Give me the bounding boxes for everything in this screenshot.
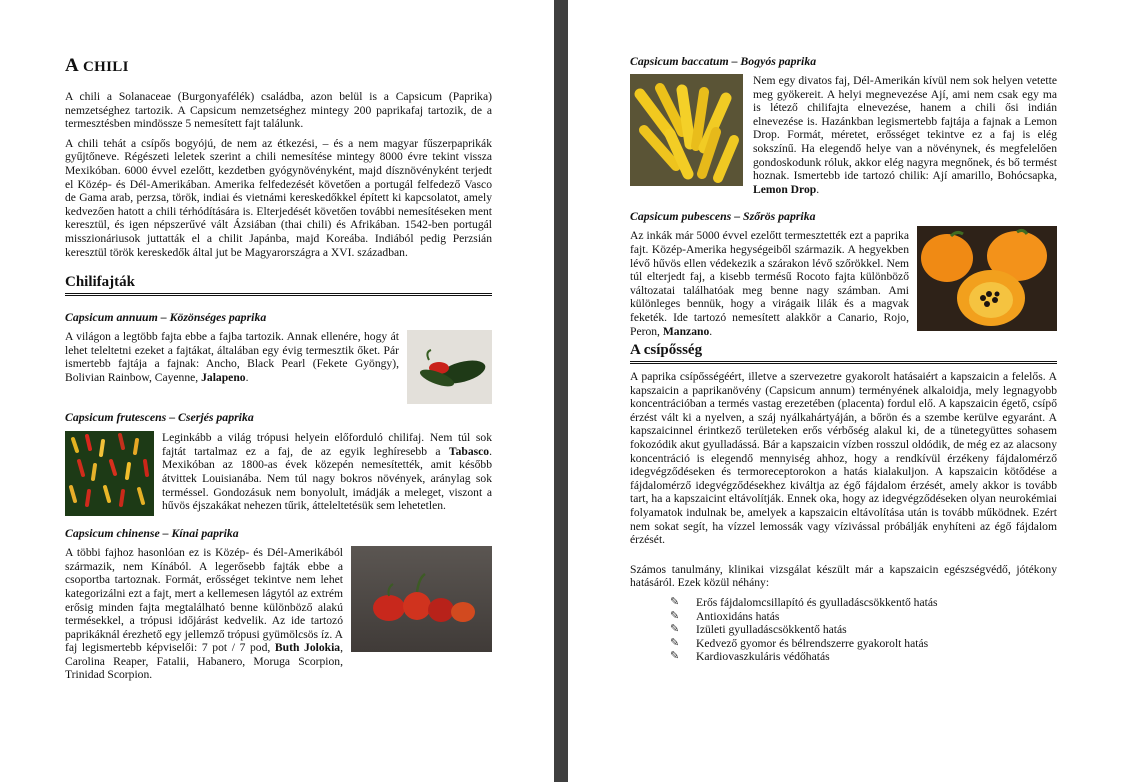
chinense-text: A többi fajhoz hasonlóan ez is Közép- és Dél-Amerikából származik, nem Kínából. A legerősebb fajták ebbe a csoportba tartoznak. Formát, erősséget tekintve nem lehet kategorizálni ezt a fajt, mert a kellemesen lágytól az extrém erősig minden fajta megtalálható benne különböző alakú termésekkel, a trópusi időjárást kedvelik. Az ide tartozó paprikáknál érezhető egy jellemző trópusi gyümölcsös íz. A faj legismertebb képviselői: 7 pot / 7 pod, Buth Jolokia, Carolina Reaper, Fatalii, Habanero, Moruga Scorpion, Trinidad Scorpion. bbox=[65, 546, 344, 682]
document-page-left bbox=[0, 0, 554, 782]
chinense-heading: Capsicum chinense – Kínai paprika bbox=[65, 526, 239, 541]
studies-paragraph: Számos tanulmány, klinikai vizsgálat készült már a kapszaicin egészségvédő, jótékony hatásáról. Ezek közül néhány: bbox=[630, 562, 1057, 590]
baccatum-heading: Capsicum baccatum – Bogyós paprika bbox=[630, 54, 817, 68]
section-heading-chilifajtak: Chilifajták bbox=[65, 274, 492, 296]
annuum-pepper-image bbox=[407, 330, 492, 404]
baccatum-pepper-image bbox=[630, 74, 743, 186]
page-title: A CHILI bbox=[65, 55, 129, 76]
chinense-pepper-image bbox=[351, 546, 492, 652]
list-item: ✎ Antioxidáns hatás bbox=[670, 609, 780, 623]
chili-bullet-icon: ✎ bbox=[670, 623, 680, 636]
pubescens-pepper-image bbox=[917, 226, 1057, 331]
chili-bullet-icon: ✎ bbox=[670, 609, 680, 622]
benefits-list bbox=[630, 596, 1057, 664]
pubescens-heading: Capsicum pubescens – Szőrös paprika bbox=[630, 209, 816, 224]
list-item: ✎ Izületi gyulladáscsökkentő hatás bbox=[670, 623, 847, 637]
baccatum-text: Nem egy divatos faj, Dél-Amerikán kívül nem sok helyen vetette meg gyökereit. A helyi megnevezése Ají, ami nem csak egy ma is létező chilifajta elnevezése, hanem a chili ősi indián elnevezése is. Hazánkban legismertebb fajtája a fajnak a Lemon Drop. Formát, méretet, erősséget tekintve ez a faj is elég sokszínű. Ha elegendő helye van a növénynek, és megfelelően gondoskodunk róluk, akkor elég nagyra megnőnek, és bő termést hoznak. Ismertebb ide tartozó chilik: Ají amarillo, Bohócsapka, Lemon Drop. bbox=[753, 74, 1057, 196]
chili-bullet-icon: ✎ bbox=[670, 636, 680, 649]
chili-bullet-icon: ✎ bbox=[670, 650, 680, 663]
heat-paragraph: A paprika csípősségéért, illetve a szervezetre gyakorolt hatásaiért a kapszaicin a felelős. A kapszaicin a paprikanövény (Capsicum annum) terményének alkaloidja, mely legnagyobb koncentrációban a termés vastag erezetében (placenta) fordul elő. A kapszaicin égető, csípő érzést vált ki a nyelven, a száj nyálkahártyáján, a bőrön és a szembe kerülve egyaránt. A kapszaicinnel érintkező területeken erős vérbőség alakul ki, de a tünetegyüttes sohasem fokozódik akut gyulladássá. Bár a kapszaicin vízben rosszul oldódik, de még ez az alacsony koncentráció is elegendő mennyiség ahhoz, hogy a rendkívül érzékeny fájdalomérző idegvégződéseken és termoreceptorokon a hatás kialakuljon. A kapszaicin kötődése a fájdalomérző idegvégződésekhez kiváltja az égő fájdalom érzését, amely akkor is tovább tart, ha a kapszaicint eltávolítják. Ennek oka, hogy az idegvégződéseken olyan neurokémiai folyamatok indulnak be, amelyek a kapszaicin eltávolítása után is tovább működnek. Ezért nem sokat segít, ha vízzel lemossák vagy vízivással próbálják enyhíteni az égő fájdalom érzését. bbox=[630, 370, 1057, 547]
frutescens-pepper-image bbox=[65, 431, 154, 516]
pubescens-text: Az inkák már 5000 évvel ezelőtt termesztették ezt a paprika fajt. Közép-Amerika hegységeiből származik. A hegyekben lévő hűvös ellen védekezik a szárakon lévő szőrökkel. Nem túl elterjedt faj, a kisebb termésű Rocoto fajta különböző változatai találhatóak meg benne nagy számban. Ami különleges bennük, hogy a virágaik lilák és a magvak feketék. Ide tartozó nemesített alakkör a Canario, Rojo, Peron, Manzano. bbox=[630, 229, 909, 338]
chili-bullet-icon: ✎ bbox=[670, 596, 680, 608]
annuum-text: A világon a legtöbb fajta ebbe a fajba tartozik. Annak ellenére, hogy át lehet teleltetni ezeket a fajtákat, általában egy évig termesztik őket. Pár ismertebb fajtája a fajnak: Ancho, Black Pearl (Fekete Gyöngy), Bolivian Rainbow, Cayenne, Jalapeno. bbox=[65, 330, 399, 384]
intro-paragraph-2: A chili tehát a csípős bogyójú, de nem az étkezési, – és a nem magyar fűszerpaprikák gyűjtőneve. Régészeti leletek szerint a chili nemesítése mintegy 8000 évre tekint vissza Mexikóban. 6000 évvel ezelőtt, kezdetben gyógynövényként, majd dísznövényként terjedt el Közép- és Dél-Amerikában. Amerika felfedezését követően a portugál felfedező Vasco de Gama arab, perzsa, török, indiai és vietnámi kereskedőkkel épített ki kapcsolatot, amely kedvezően hatott a chili térhódítására is. Elterjedését követően további nemesítéseken ment keresztül, és igen népszerűvé vált Ázsiában (thai chili) és Afrikában. 1542-ben portugál misszionáriusok juttatták el a chilit Japánba, majd Koreába. Indiából pedig Perzsián keresztül török kereskedők által jut be Magyarországra a XVI. században. bbox=[65, 136, 492, 259]
page-gutter bbox=[554, 0, 568, 782]
annuum-heading: Capsicum annuum – Közönséges paprika bbox=[65, 310, 267, 325]
section-heading-csipossseg: A csípősség bbox=[630, 342, 1057, 364]
list-item: ✎ Erős fájdalomcsillapító és gyulladáscsökkentő hatás bbox=[670, 596, 938, 609]
list-item: ✎ Kardiovaszkuláris védőhatás bbox=[670, 650, 830, 664]
list-item: ✎ Kedvező gyomor és bélrendszerre gyakorolt hatás bbox=[670, 636, 929, 650]
document-page-right bbox=[568, 0, 1121, 782]
frutescens-heading: Capsicum frutescens – Cserjés paprika bbox=[65, 410, 254, 425]
frutescens-text: Leginkább a világ trópusi helyein előforduló chilifaj. Nem túl sok fajtát tartalmaz ez a faj, de az egyik leghíresebb a Tabasco. Mexikóban az 1800-as évek közepén nemesítették, amit később átvittek Louisianába. Nem túl nagy bokros növények, aránylag sok terméssel. Gondozásuk nem bonyolult, imádják a meleget, viszont a hűvös éjszakákat nehezen tűrik, átteleltetésük sem lehetetlen. bbox=[162, 431, 492, 513]
intro-paragraph-1: A chili a Solanaceae (Burgonyafélék) családba, azon belül is a Capsicum (Paprika) nemzetséghez tartozik. A Capsicum nemzetséghez mintegy 200 paprikafaj tartozik, de a termesztésben mindössze 5 nemesített fajt találunk. bbox=[65, 90, 492, 131]
